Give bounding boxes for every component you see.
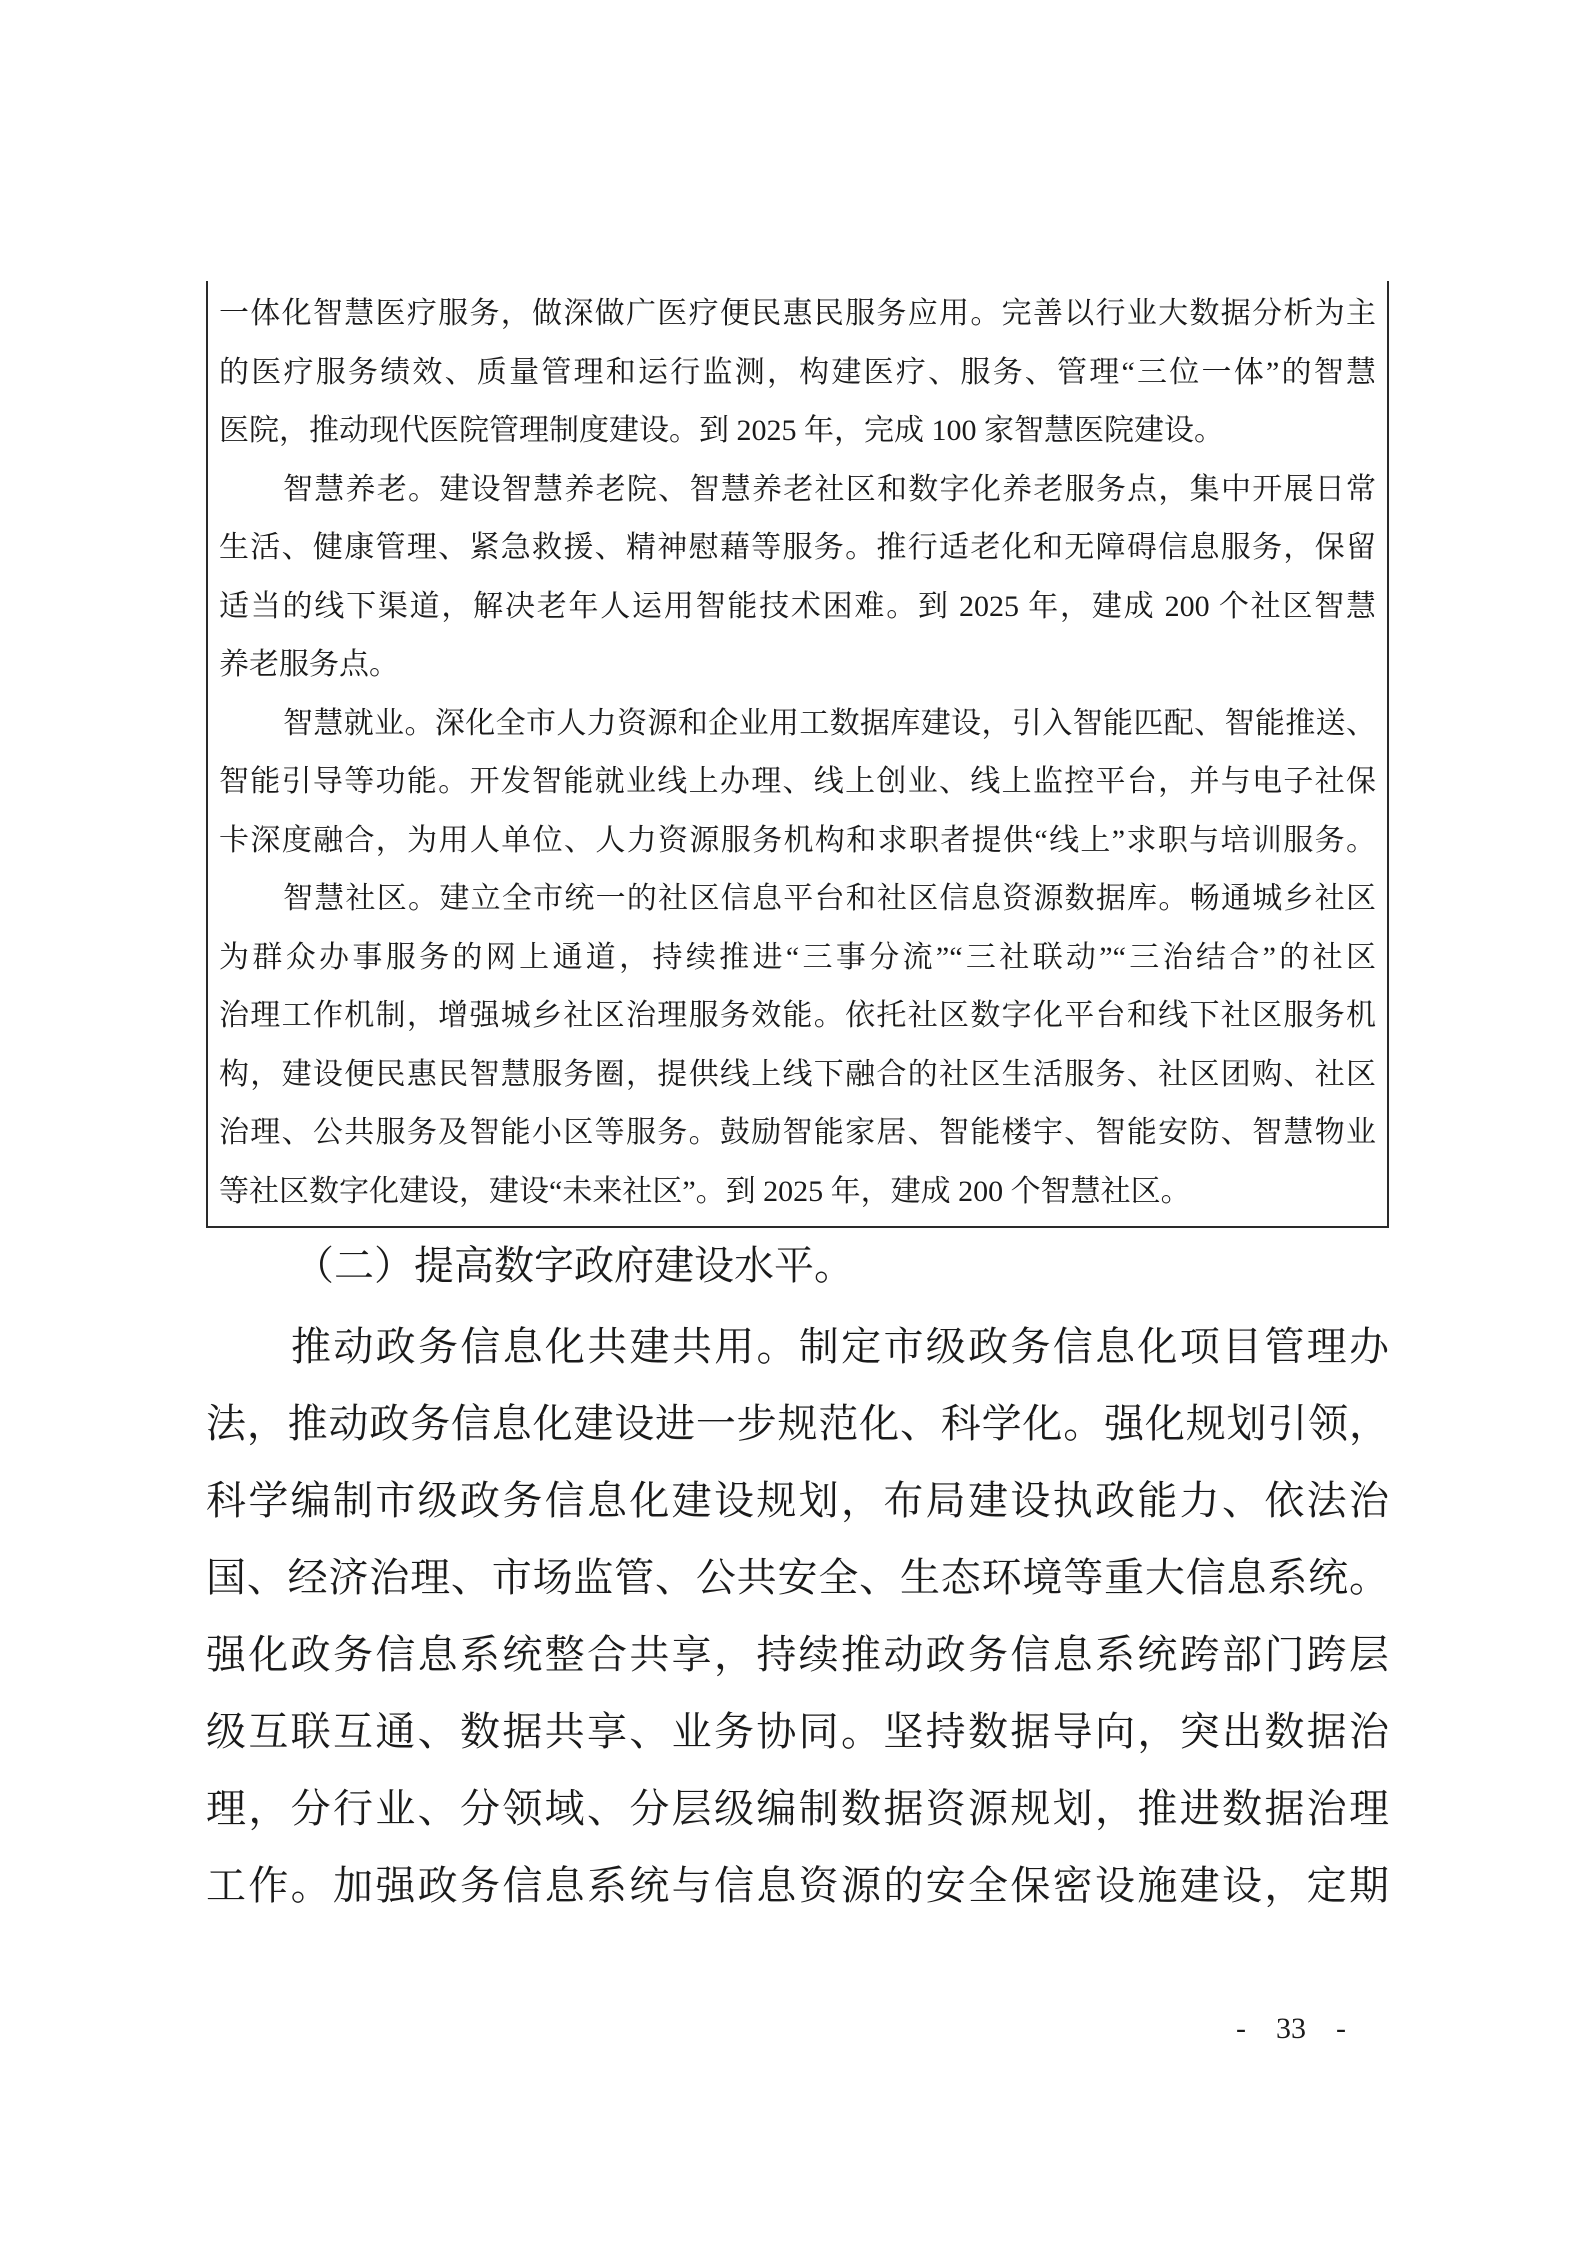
paragraph-smart-elderly-care <box>219 461 1376 695</box>
paragraph-smart-community <box>219 870 1376 1221</box>
paragraph-smart-healthcare <box>219 285 1376 461</box>
text-line: 工作。加强政务信息系统与信息资源的安全保密设施建设，定期 <box>206 1863 1389 1908</box>
text-line: 智慧就业。深化全市人力资源和企业用工数据库建设，引入智能匹配、智能推送、 <box>283 706 1376 740</box>
text-line: 国、经济治理、市场监管、公共安全、生态环境等重大信息系统。 <box>206 1555 1389 1600</box>
bordered-text-box <box>206 281 1389 1228</box>
text-line: 治理、公共服务及智能小区等服务。鼓励智能家居、智能楼宇、智能安防、智慧物业 <box>219 1116 1376 1149</box>
text-line: 法，推动政务信息化建设进一步规范化、科学化。强化规划引领， <box>206 1401 1389 1446</box>
text-line: 医院，推动现代医院管理制度建设。到 2025 年，完成 100 家智慧医院建设。 <box>219 414 1224 447</box>
text-line: 强化政务信息系统整合共享，持续推动政务信息系统跨部门跨层 <box>206 1632 1389 1677</box>
body-paragraph <box>206 1308 1389 1924</box>
text-line: 适当的线下渠道，解决老年人运用智能技术困难。到 2025 年，建成 200 个社区智慧 <box>219 589 1376 623</box>
text-line: 为群众办事服务的网上通道，持续推进“三事分流”“三社联动”“三治结合”的社区 <box>219 940 1376 974</box>
text-line: 等社区数字化建设，建设“未来社区”。到 2025 年，建成 200 个智慧社区。 <box>219 1174 1191 1208</box>
text-line: 的医疗服务绩效、质量管理和运行监测，构建医疗、服务、管理“三位一体”的智慧 <box>219 355 1376 389</box>
text-line: 智慧社区。建立全市统一的社区信息平台和社区信息资源数据库。畅通城乡社区 <box>283 882 1376 915</box>
text-line: 级互联互通、数据共享、业务协同。坚持数据导向，突出数据治 <box>206 1709 1389 1754</box>
text-line: 构，建设便民惠民智慧服务圈，提供线上线下融合的社区生活服务、社区团购、社区 <box>219 1057 1376 1091</box>
section-heading: （二）提高数字政府建设水平。 <box>294 1243 854 1289</box>
text-line: 生活、健康管理、紧急救援、精神慰藉等服务。推行适老化和无障碍信息服务，保留 <box>219 531 1376 564</box>
text-line: 养老服务点。 <box>219 648 399 681</box>
text-line: 智慧养老。建设智慧养老院、智慧养老社区和数字化养老服务点，集中开展日常 <box>283 472 1376 506</box>
text-line: 理，分行业、分领域、分层级编制数据资源规划，推进数据治理 <box>206 1786 1389 1831</box>
text-line: 科学编制市级政务信息化建设规划，布局建设执政能力、依法治 <box>206 1478 1389 1523</box>
page-number: - 33 - <box>1236 2012 1346 2045</box>
text-line: 智能引导等功能。开发智能就业线上办理、线上创业、线上监控平台，并与电子社保 <box>219 765 1376 798</box>
text-line: 一体化智慧医疗服务，做深做广医疗便民惠民服务应用。完善以行业大数据分析为主 <box>219 297 1376 330</box>
text-line: 治理工作机制，增强城乡社区治理服务效能。依托社区数字化平台和线下社区服务机 <box>219 999 1376 1032</box>
paragraph-smart-employment <box>219 695 1376 871</box>
text-line: 推动政务信息化共建共用。制定市级政务信息化项目管理办 <box>291 1324 1389 1369</box>
text-line: 卡深度融合，为用人单位、人力资源服务机构和求职者提供“线上”求职与培训服务。 <box>219 823 1376 857</box>
